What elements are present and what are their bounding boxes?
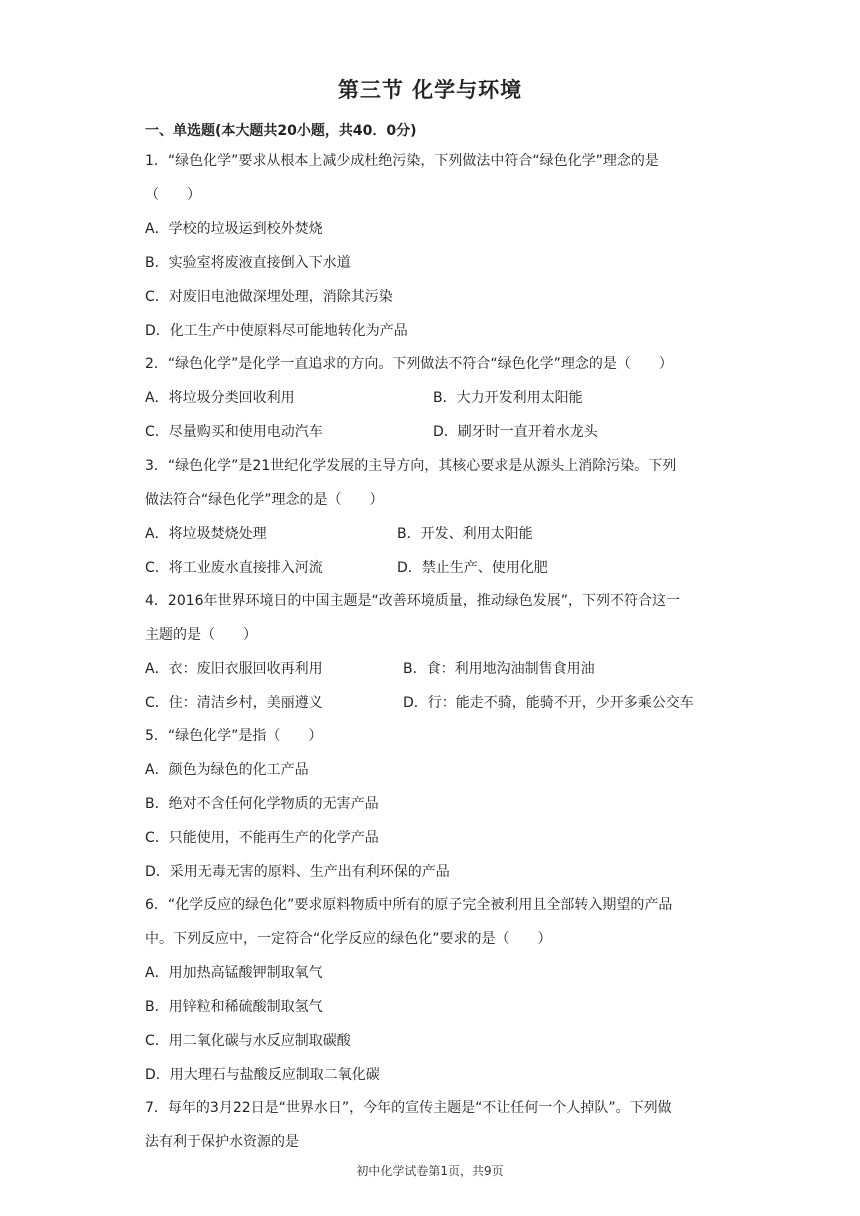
page-title: 第三节 化学与环境 <box>337 78 523 102</box>
question-4-stem-cont: 主题的是（ ） <box>145 627 257 643</box>
question-4-option-a: A．衣：废旧衣服回收再利用 <box>145 661 323 677</box>
question-7-stem: 7．每年的3月22日是“世界水日”，今年的宣传主题是“不让任何一个人掉队”。下列做 <box>145 1100 672 1116</box>
question-6-option-c: C．用二氧化碳与水反应制取碳酸 <box>145 1033 351 1049</box>
question-2-option-d: D．刷牙时一直开着水龙头 <box>433 424 598 440</box>
question-5-option-b: B．绝对不含任何化学物质的无害产品 <box>145 796 379 812</box>
question-7-stem-cont: 法有利于保护水资源的是 <box>145 1134 299 1150</box>
question-1-blank: （ ） <box>145 187 201 203</box>
question-1-stem: 1．“绿色化学”要求从根本上减少成杜绝污染，下列做法中符合“绿色化学”理念的是 <box>145 153 659 169</box>
question-5-option-c: C．只能使用，不能再生产的化学产品 <box>145 830 379 846</box>
section-heading: 一、单选题(本大题共20小题，共40．0分) <box>145 123 417 139</box>
question-1-option-a: A．学校的垃圾运到校外焚烧 <box>145 221 323 237</box>
question-5-option-d: D．采用无毒无害的原料、生产出有利环保的产品 <box>145 864 450 880</box>
question-5-stem: 5．“绿色化学”是指（ ） <box>145 728 323 744</box>
question-1-option-b: B．实验室将废液直接倒入下水道 <box>145 255 351 271</box>
page-footer: 初中化学试卷第1页，共9页 <box>356 1164 504 1178</box>
question-6-option-d: D．用大理石与盐酸反应制取二氧化碳 <box>145 1067 380 1083</box>
question-1-option-c: C．对废旧电池做深埋处理，消除其污染 <box>145 289 393 305</box>
question-3-option-d: D．禁止生产、使用化肥 <box>397 560 548 576</box>
question-4-option-b: B．食：利用地沟油制售食用油 <box>403 661 595 677</box>
question-3-stem: 3．“绿色化学”是21世纪化学发展的主导方向，其核心要求是从源头上消除污染。下列 <box>145 458 677 474</box>
question-5-option-a: A．颜色为绿色的化工产品 <box>145 762 309 778</box>
question-6-option-a: A．用加热高锰酸钾制取氧气 <box>145 965 323 981</box>
question-3-stem-cont: 做法符合“绿色化学”理念的是（ ） <box>145 492 384 508</box>
question-1-option-d: D．化工生产中使原料尽可能地转化为产品 <box>145 323 408 339</box>
question-4-option-d: D．行：能走不骑，能骑不开，少开多乘公交车 <box>403 695 694 711</box>
question-2-stem: 2．“绿色化学”是化学一直追求的方向。下列做法不符合“绿色化学”理念的是（ ） <box>145 356 673 372</box>
question-2-option-a: A．将垃圾分类回收利用 <box>145 390 295 406</box>
question-6-option-b: B．用锌粒和稀硫酸制取氢气 <box>145 999 323 1015</box>
question-3-option-b: B．开发、利用太阳能 <box>397 526 533 542</box>
question-4-stem: 4．2016年世界环境日的中国主题是“改善环境质量，推动绿色发展”，下列不符合这一 <box>145 593 681 609</box>
question-6-stem: 6．“化学反应的绿色化”要求原料物质中所有的原子完全被利用且全部转入期望的产品 <box>145 897 673 913</box>
question-6-stem-cont: 中。下列反应中，一定符合“化学反应的绿色化”要求的是（ ） <box>145 931 552 947</box>
question-2-option-c: C．尽量购买和使用电动汽车 <box>145 424 323 440</box>
question-4-option-c: C．住：清洁乡村，美丽遵义 <box>145 695 323 711</box>
question-3-option-c: C．将工业废水直接排入河流 <box>145 560 323 576</box>
question-3-option-a: A．将垃圾焚烧处理 <box>145 526 267 542</box>
question-2-option-b: B．大力开发利用太阳能 <box>433 390 583 406</box>
